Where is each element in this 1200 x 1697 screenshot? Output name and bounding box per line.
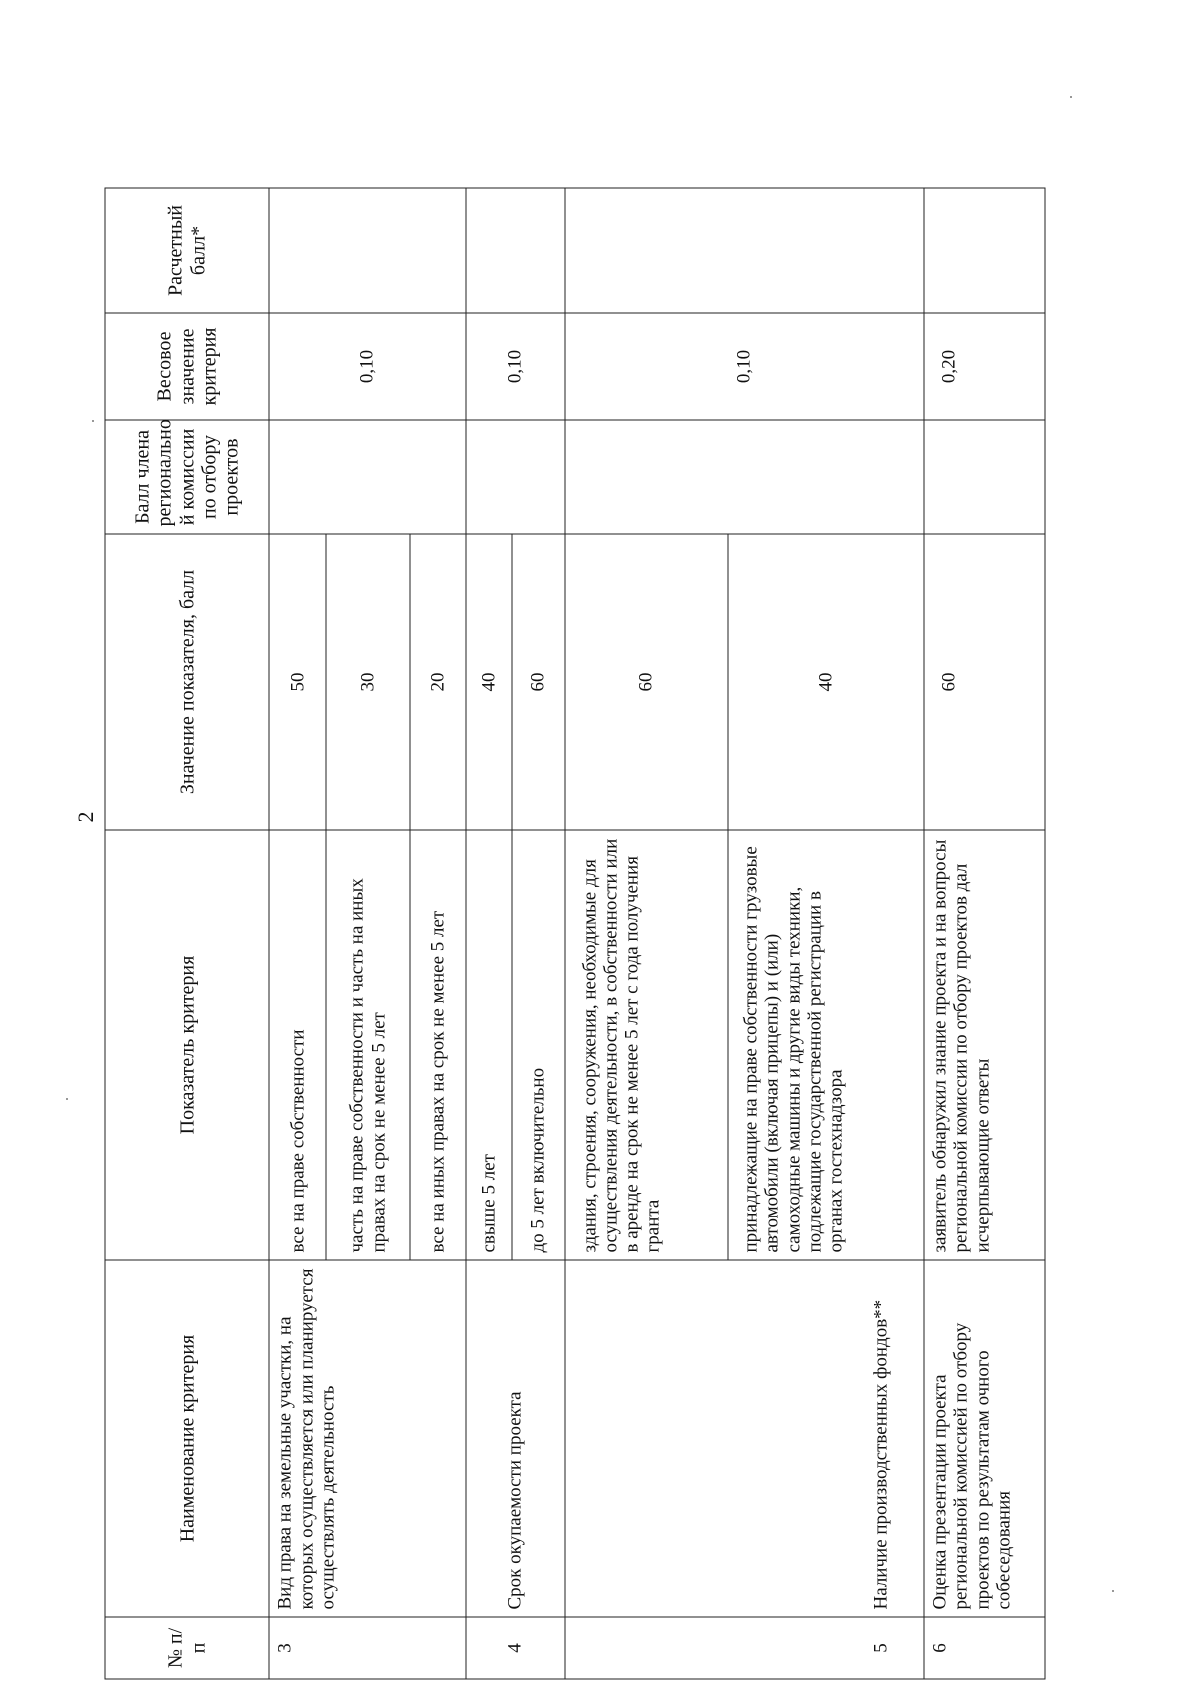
criterion-name: Срок окупаемости проекта [466,1260,565,1617]
calculated-score-cell [466,188,565,313]
table-header-row [105,188,269,1679]
calculated-score-cell [565,188,924,313]
criteria-table-container [105,189,1046,1680]
member-score-cell [269,420,465,534]
criterion-name: Вид права на земельные участки, на которых осуществляется или планируется осуществлять деятельность [269,1260,465,1617]
indicator-value: 60 [565,534,728,830]
criterion-weight: 0,20 [924,313,1045,420]
table-row [924,188,1045,1679]
criterion-name: Оценка презентации проекта региональной комиссией по отбору проектов по результатам очного собеседования [924,1260,1045,1617]
table-row [466,188,513,1679]
table-row [269,188,326,1679]
scan-speck [1070,96,1072,98]
criteria-table [105,187,1046,1679]
criterion-weight: 0,10 [269,313,465,420]
header-calculated-score: Расчетный балл* [105,188,269,313]
row-number: 5 [565,1617,924,1679]
calculated-score-cell [269,188,465,313]
header-criterion-indicator: Показатель критерия [105,830,269,1260]
indicator-text: свыше 5 лет [466,830,513,1260]
header-num: № п/п [105,1617,269,1679]
indicator-value: 40 [466,534,513,830]
indicator-text: здания, строения, сооружения, необходимые для осуществления деятельности, в собственности или в аренде на срок не менее 5 лет с года получения гранта [565,830,728,1260]
member-score-cell [565,420,924,534]
indicator-value: 50 [269,534,326,830]
indicator-text: часть на праве собственности и часть на иных правах на срок не менее 5 лет [326,830,410,1260]
indicator-value: 40 [728,534,924,830]
row-number: 3 [269,1617,465,1679]
header-indicator-value: Значение показателя, балл [105,534,269,830]
indicator-value: 30 [326,534,410,830]
member-score-cell [466,420,565,534]
criterion-weight: 0,10 [466,313,565,420]
criterion-name: Наличие производственных фондов** [565,1260,924,1617]
calculated-score-cell [924,188,1045,313]
criterion-weight: 0,10 [565,313,924,420]
member-score-cell [924,420,1045,534]
indicator-text: все на иных правах на срок не менее 5 лет [410,830,466,1260]
indicator-text: принадлежащие на праве собственности грузовые автомобили (включая прицепы) и (или) самоходные машины и другие виды техники, подлежащие государственной регистрации в органах гостехнадзора [728,830,924,1260]
indicator-text: все на праве собственности [269,830,326,1260]
row-number: 4 [466,1617,565,1679]
indicator-text: до 5 лет включительно [512,830,564,1260]
table-row [565,188,728,1679]
scan-speck [66,1098,68,1100]
page-number: 2 [73,811,98,823]
header-member-score: Балл члена регионально й комиссии по отбору проектов [105,420,269,534]
indicator-text: заявитель обнаружил знание проекта и на вопросы региональной комиссии по отбору проектов дал исчерпывающие ответы [924,830,1045,1260]
scan-speck [1112,1590,1114,1592]
indicator-value: 60 [512,534,564,830]
row-number: 6 [924,1617,1045,1679]
header-weight: Весовое значение критерия [105,313,269,420]
indicator-value: 60 [924,534,1045,830]
scan-speck [92,420,94,422]
header-criterion-name: Наименование критерия [105,1260,269,1617]
indicator-value: 20 [410,534,466,830]
